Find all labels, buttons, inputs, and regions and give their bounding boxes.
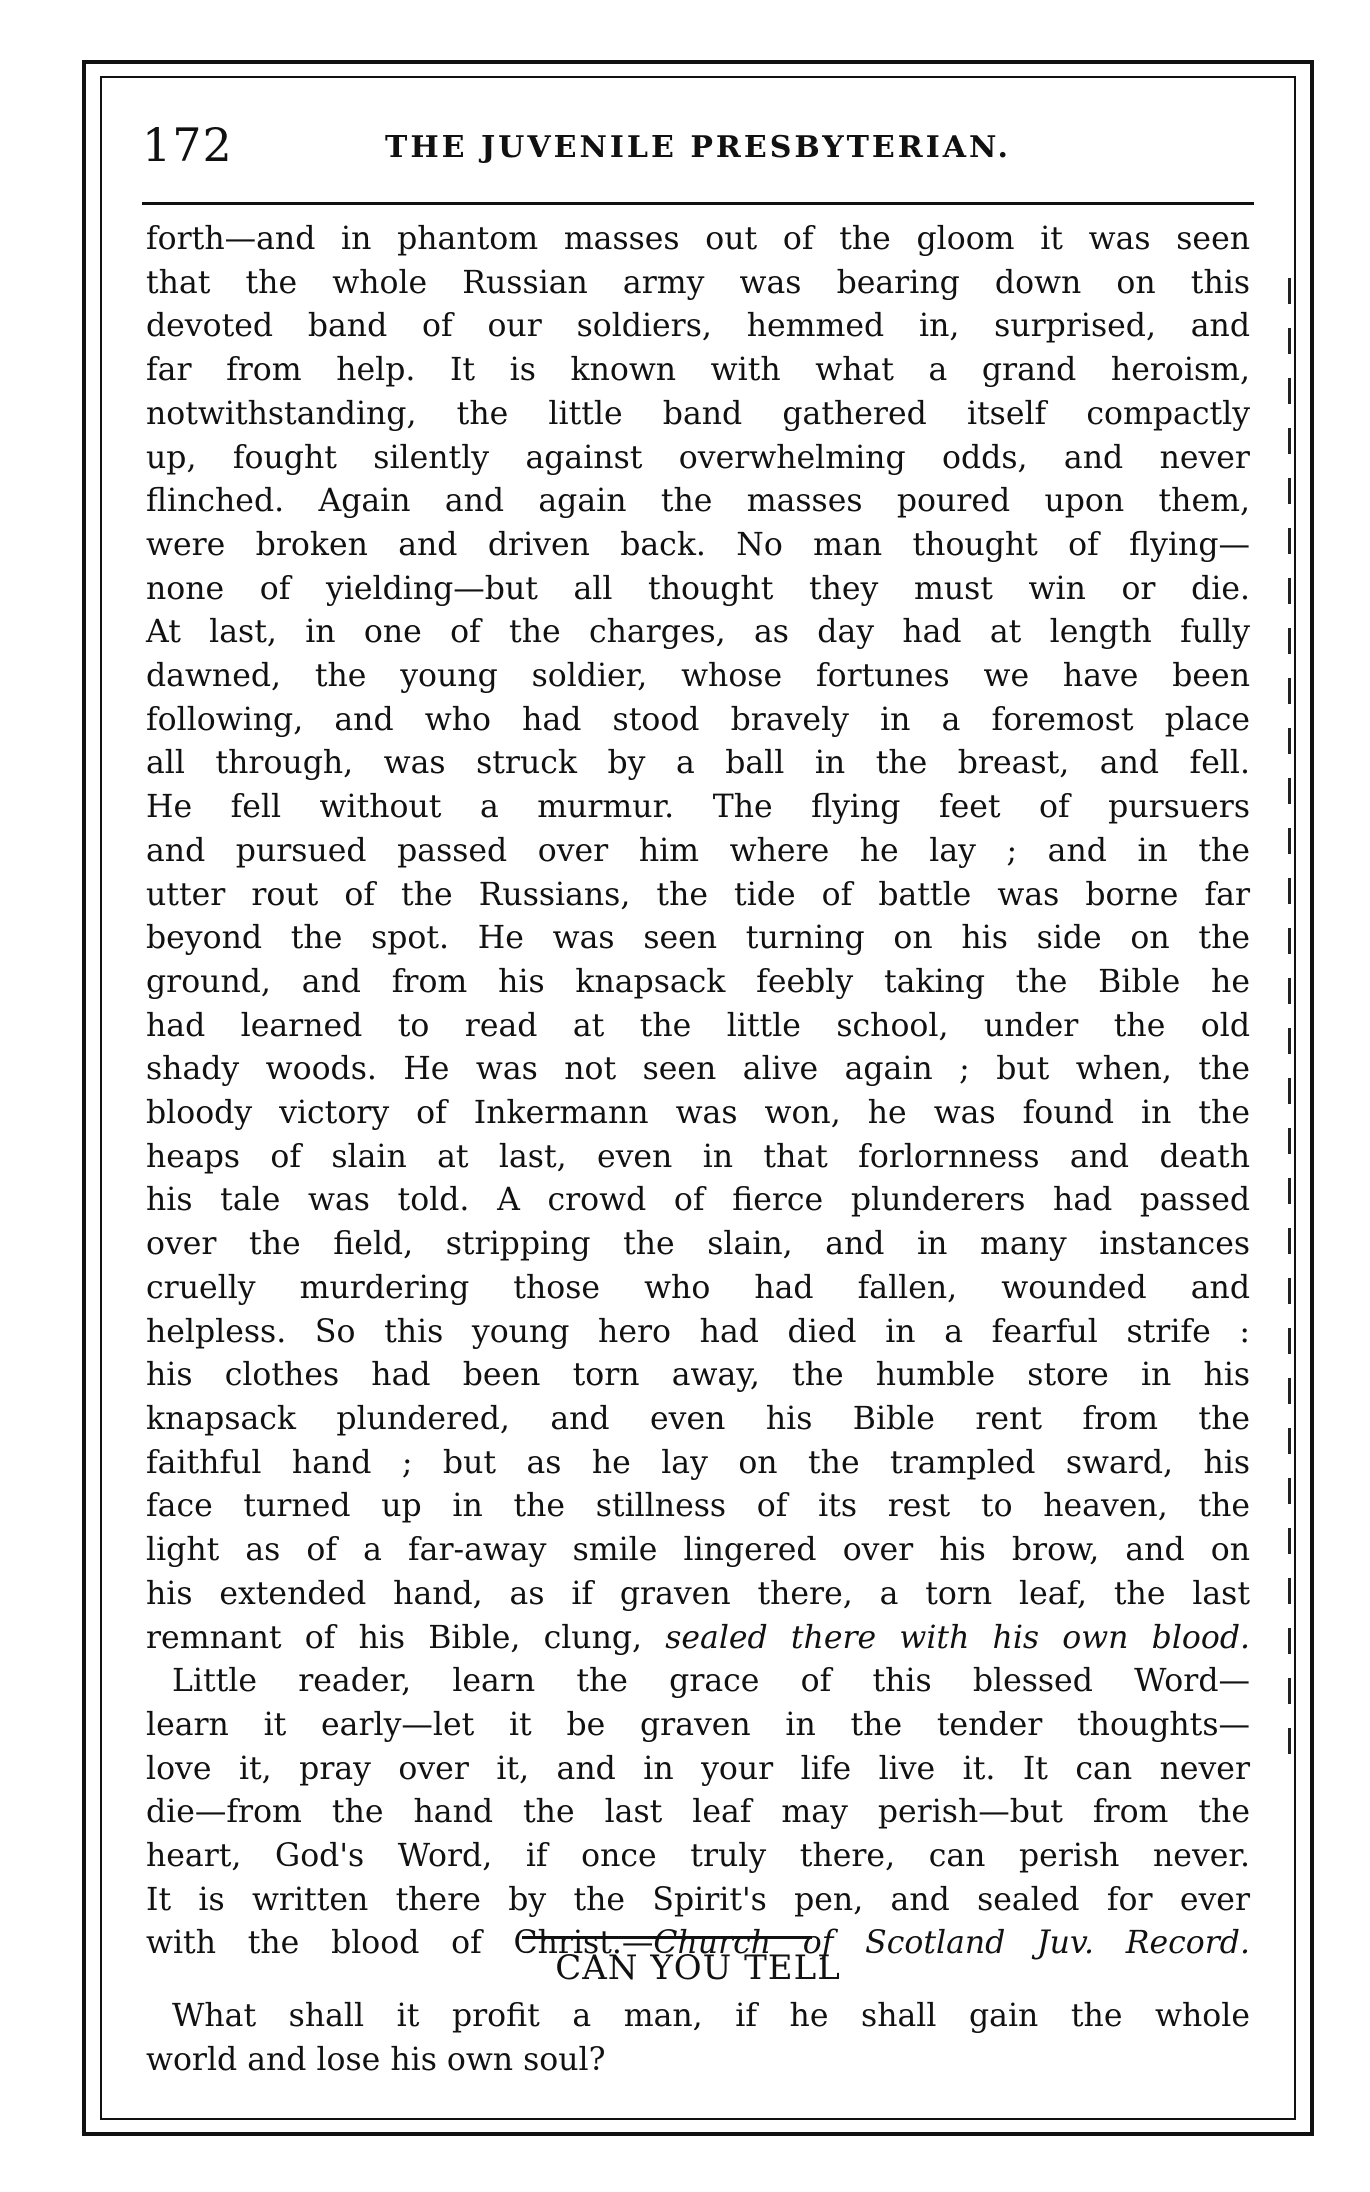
header-rule [142,202,1254,205]
article-line: none of yielding—but all thought they must win or die. [146,570,1250,607]
article-line: over the field, stripping the slain, and in many instances [146,1226,1250,1263]
article-line: up, fought silently against overwhelming odds, and never [146,439,1250,476]
article-line: dawned, the young soldier, whose fortunes we have been [146,658,1250,695]
article-line-plain: remnant of his Bible, clung, [146,1619,666,1656]
article-line: heart, God's Word, if once truly there, can perish never. [146,1838,1250,1875]
article-source-citation: Church of Scotland Juv. Record. [653,1925,1250,1962]
article-line: heaps of slain at last, even in that forlornness and death [146,1138,1250,1175]
article-line: love it, pray over it, and in your life live it. It can never [146,1750,1250,1787]
section-body [146,1994,1250,2082]
article-body [146,218,1250,1966]
article-line: and pursued passed over him where he lay ; and in the [146,832,1250,869]
article-line: forth—and in phantom masses out of the gloom it was seen [146,221,1250,257]
article-line: faithful hand ; but as he lay on the trampled sward, his [146,1444,1250,1481]
article-line: had learned to read at the little school, under the old [146,1007,1250,1044]
article-line: ground, and from his knapsack feebly taking the Bible he [146,963,1250,1000]
article-line: that the whole Russian army was bearing down on this [146,264,1250,301]
article-line: following, and who had stood bravely in a foremost place [146,701,1250,738]
journal-title: THE JUVENILE PRESBYTERIAN. [385,130,1011,165]
article-line: At last, in one of the charges, as day had at length fully [146,614,1250,651]
page-inner-border [100,76,1296,2120]
article-line: shady woods. He was not seen alive again ; but when, the [146,1051,1250,1088]
article-line: utter rout of the Russians, the tide of battle was borne far [146,876,1250,913]
article-line: face turned up in the stillness of its rest to heaven, the [146,1488,1250,1525]
article-line-italic: sealed there with his own blood. [665,1619,1250,1656]
article-line: his tale was told. A crowd of fierce plunderers had passed [146,1182,1250,1219]
section-heading: CAN YOU TELL [555,1948,841,1988]
section-line: What shall it profit a man, if he shall gain the whole [172,1998,1250,2034]
article-line: die—from the hand the last leaf may perish—but from the [146,1794,1250,1831]
page-header [142,118,1254,188]
article-line: were broken and driven back. No man thought of flying— [146,526,1250,563]
page-number: 172 [142,118,233,172]
article-line: knapsack plundered, and even his Bible rent from the [146,1400,1250,1437]
article-line: his extended hand, as if graven there, a torn leaf, the last [146,1575,1250,1612]
article-line: all through, was struck by a ball in the breast, and fell. [146,745,1250,782]
article-line: far from help. It is known with what a grand heroism, [146,352,1250,389]
page-frame [82,60,1314,2136]
article-line: light as of a far-away smile lingered over his brow, and on [146,1532,1250,1569]
article-line: helpless. So this young hero had died in a fearful strife : [146,1313,1250,1350]
article-line: It is written there by the Spirit's pen, and sealed for ever [146,1881,1250,1918]
article-line: notwithstanding, the little band gathered itself compactly [146,395,1250,432]
article-closing-plain: with the blood of Christ.— [146,1925,654,1962]
margin-ink-marks [1284,278,1296,1778]
section-line: world and lose his own soul? [146,2042,606,2078]
article-line-with-italic [146,1617,1250,1661]
article-line: learn it early—let it be graven in the tender thoughts— [146,1706,1250,1743]
article-line: his clothes had been torn away, the humble store in his [146,1357,1250,1394]
article-line: cruelly murdering those who had fallen, wounded and [146,1269,1250,1306]
article-line: bloody victory of Inkermann was won, he was found in the [146,1095,1250,1132]
article-line: Little reader, learn the grace of this blessed Word— [172,1663,1250,1700]
article-line: flinched. Again and again the masses poured upon them, [146,483,1250,520]
article-line: beyond the spot. He was seen turning on his side on the [146,920,1250,957]
section-divider [522,1936,812,1939]
article-line: devoted band of our soldiers, hemmed in, surprised, and [146,308,1250,345]
article-line: He fell without a murmur. The flying feet of pursuers [146,789,1250,826]
